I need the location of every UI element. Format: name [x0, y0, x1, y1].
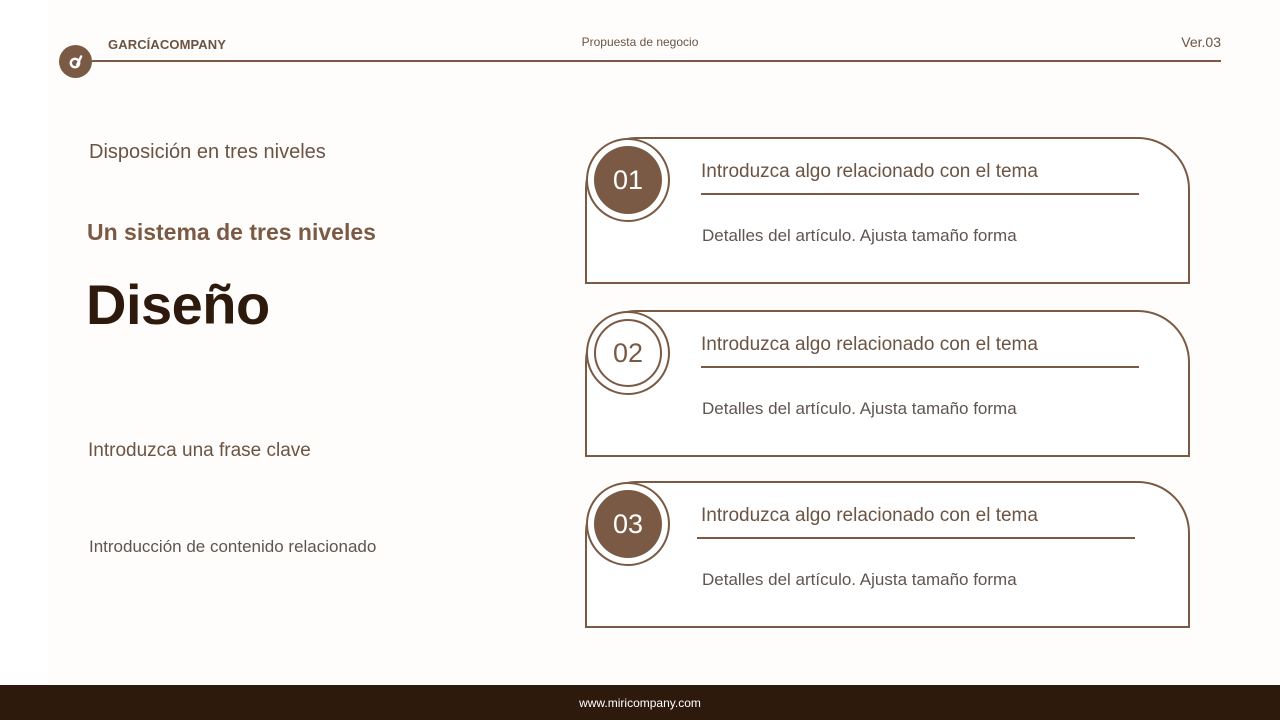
header-divider: [92, 60, 1221, 62]
version-label: Ver.03: [1181, 34, 1221, 50]
card-divider: [697, 537, 1135, 539]
card-detail: Detalles del artículo. Ajusta tamaño forma: [702, 570, 1017, 589]
card-title: Introduzca algo relacionado con el tema: [701, 505, 1038, 526]
card-title: Introduzca algo relacionado con el tema: [701, 161, 1038, 182]
footer-url[interactable]: www.miricompany.com: [579, 695, 701, 710]
page-title: Diseño: [86, 273, 270, 336]
intro-text: Introducción de contenido relacionado: [89, 537, 377, 556]
header-subtitle: Propuesta de negocio: [581, 35, 699, 49]
card-number-badge: [586, 311, 670, 395]
level-card-3: [585, 481, 1190, 628]
circle-logo-icon: [59, 45, 92, 78]
section-heading: Un sistema de tres niveles: [87, 219, 376, 245]
card-detail: Detalles del artículo. Ajusta tamaño forma: [702, 399, 1017, 418]
key-phrase: Introduzca una frase clave: [88, 440, 311, 461]
card-number: 01: [594, 146, 662, 214]
card-number-badge: [586, 482, 670, 566]
card-detail: Detalles del artículo. Ajusta tamaño forma: [702, 226, 1017, 245]
section-subtitle: Disposición en tres niveles: [89, 141, 326, 163]
card-number-badge: [586, 138, 670, 222]
level-card-1: [585, 137, 1190, 284]
level-card-2: [585, 310, 1190, 457]
brand-name: GARCÍACOMPANY: [108, 37, 227, 52]
card-title: Introduzca algo relacionado con el tema: [701, 334, 1038, 355]
card-divider: [701, 193, 1139, 195]
card-number: 03: [594, 490, 662, 558]
card-divider: [701, 366, 1139, 368]
card-number: 02: [594, 319, 662, 387]
footer-bar: [0, 685, 1280, 720]
